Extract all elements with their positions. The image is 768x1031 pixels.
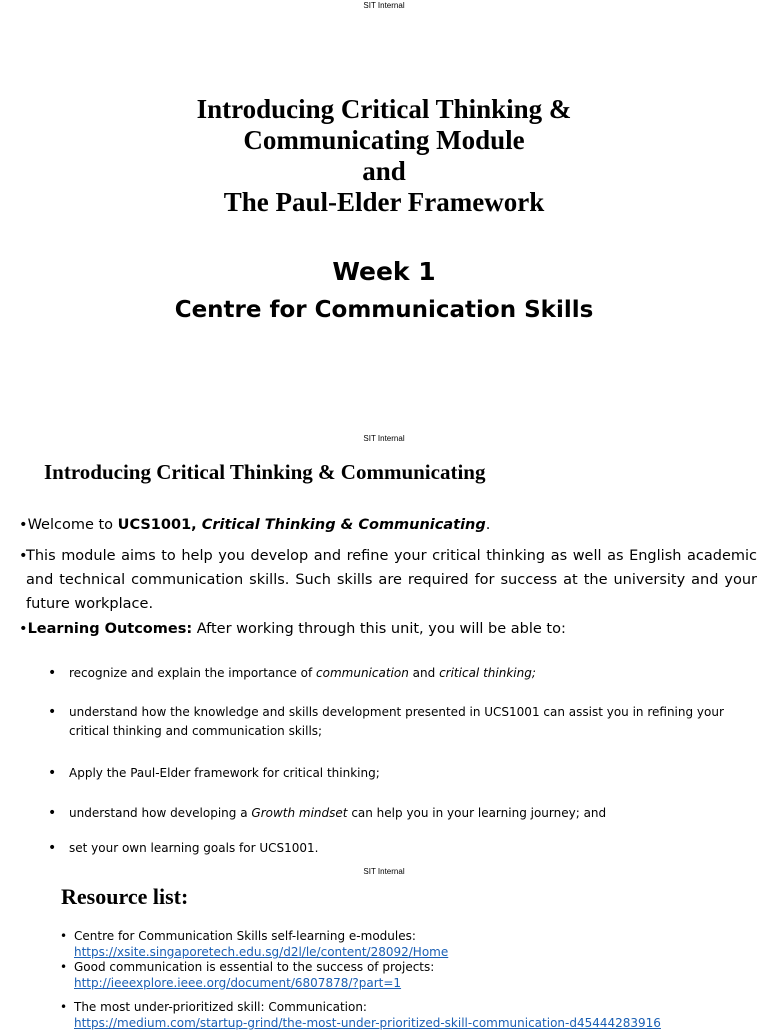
title-line: The Paul-Elder Framework <box>223 187 545 217</box>
resource-link[interactable]: https://medium.com/startup-grind/the-most-under-prioritized-skill-communication-d45444283916 <box>74 1016 661 1030</box>
course-code: UCS1001, <box>117 517 202 533</box>
bullet-welcome: •Welcome to UCS1001, Critical Thinking & Communicating. <box>19 517 491 533</box>
classification-tag: SIT Internal <box>363 1 405 10</box>
resource-heading: Resource list: <box>61 884 189 909</box>
classification-tag: SIT Internal <box>363 867 405 876</box>
outcome-item: • recognize and explain the importance of communication and critical thinking; <box>48 665 536 681</box>
title-line: Introducing Critical Thinking & <box>196 94 572 124</box>
resource-link[interactable]: http://ieeexplore.ieee.org/document/6807878/?part=1 <box>74 976 402 990</box>
outcome-item: • understand how developing a Growth mindset can help you in your learning journey; and <box>48 805 607 821</box>
outcome-item: • set your own learning goals for UCS1001. <box>48 840 319 856</box>
resource-link[interactable]: https://xsite.singaporetech.edu.sg/d2l/le/content/28092/Home <box>74 945 449 959</box>
classification-tag: SIT Internal <box>363 434 405 443</box>
outcome-item: • Apply the Paul-Elder framework for critical thinking; <box>48 765 380 781</box>
resource-item: • Good communication is essential to the success of projects: http://ieeexplore.ieee.org/document/6807878/?part=1 <box>60 960 435 990</box>
learning-outcomes-label: Learning Outcomes: <box>27 621 193 637</box>
resource-item: • Centre for Communication Skills self-learning e-modules: https://xsite.singaporetech.edu.sg/d2l/le/content/28092/Home <box>60 929 449 959</box>
bullet-learning-outcomes: •Learning Outcomes: After working through this unit, you will be able to: <box>19 621 566 637</box>
outcome-item: • understand how the knowledge and skills development presented in UCS1001 can assist you in refining your critical thinking and communication skills; <box>48 704 724 738</box>
title-line: and <box>362 156 406 186</box>
bullet-module-aim: • This module aims to help you develop and refine your critical thinking as well as English academic and technical communication skills. Such skills are required for success at the university and your future workplace. <box>19 548 757 612</box>
slide-subtitle: Centre for Communication Skills <box>174 297 594 323</box>
week-label: Week 1 <box>332 257 436 286</box>
section-heading: Introducing Critical Thinking & Communicating <box>44 460 486 484</box>
slide-title <box>0 94 768 218</box>
title-line: Communicating Module <box>243 125 525 155</box>
resource-item: • The most under-prioritized skill: Communication: https://medium.com/startup-grind/the-most-under-prioritized-skill-communication-d45444283916 <box>60 1000 661 1030</box>
course-name: Critical Thinking & Communicating <box>201 517 486 533</box>
